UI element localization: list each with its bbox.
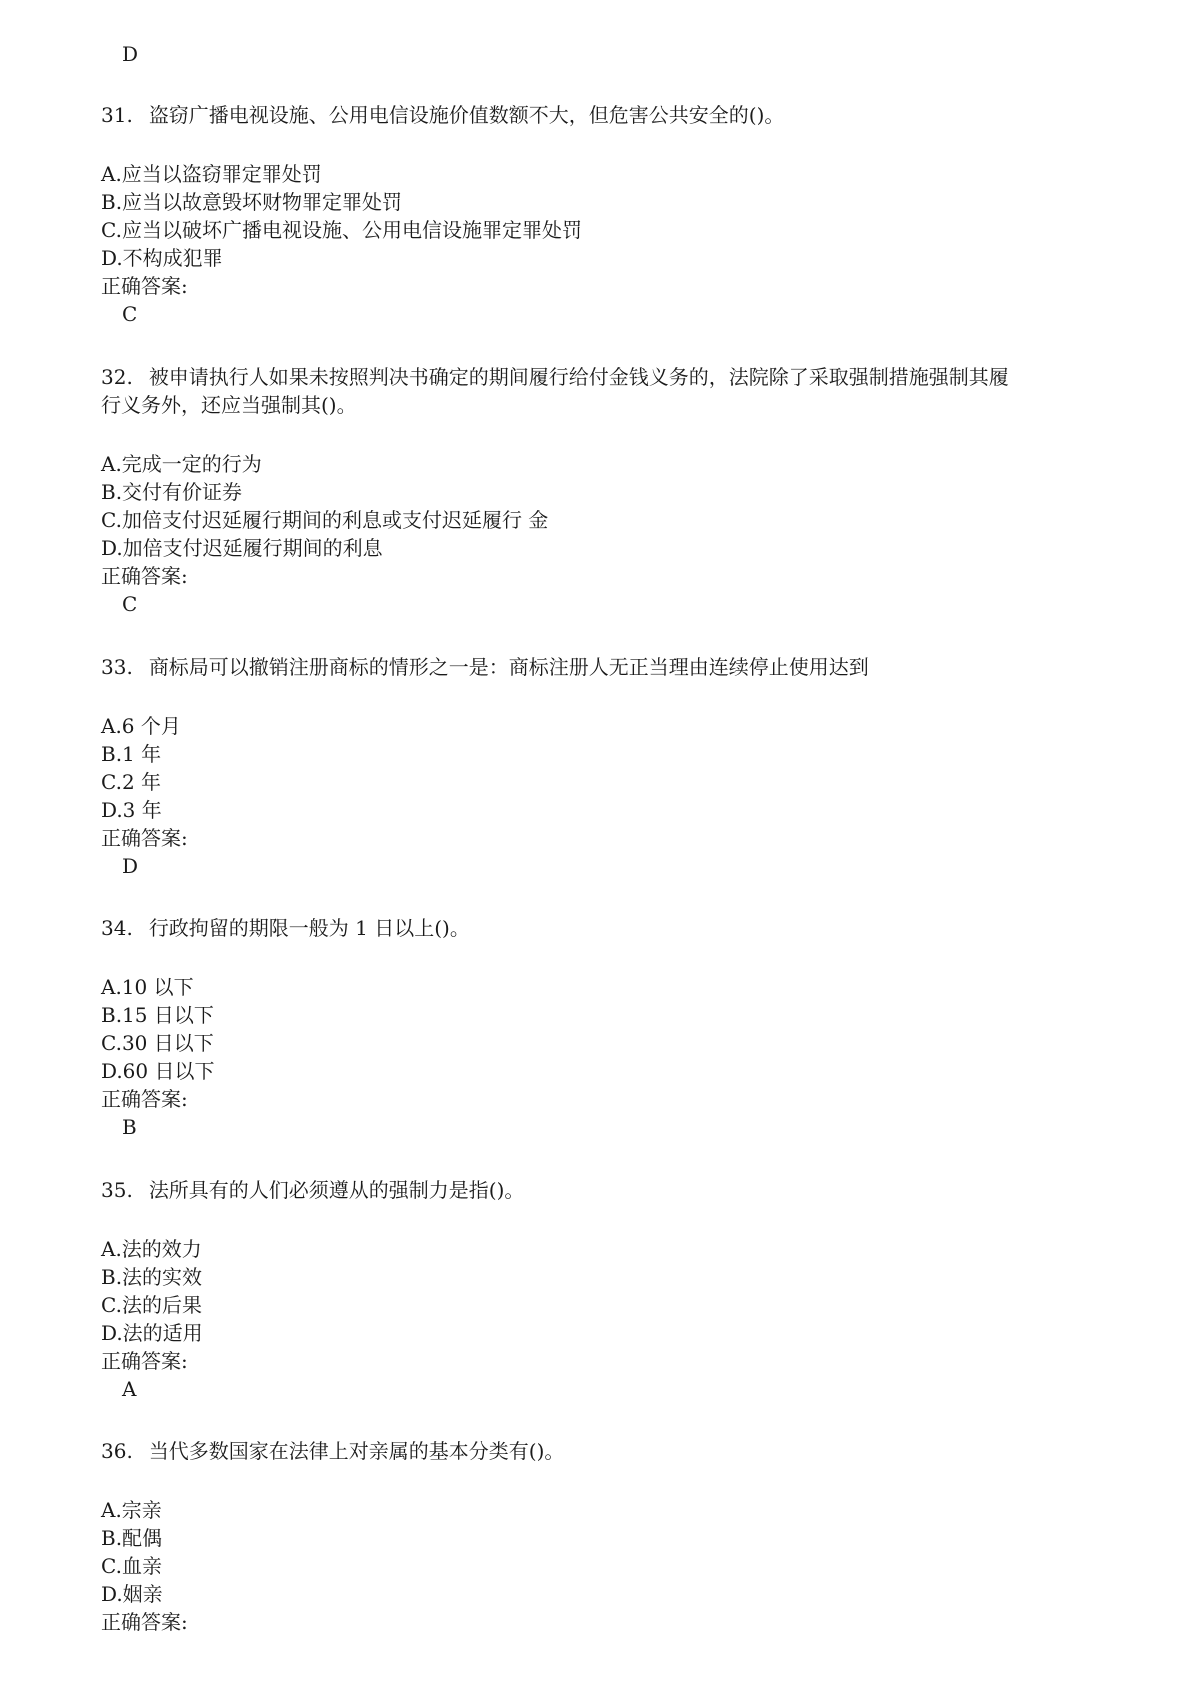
question-number: 33. (101, 655, 133, 679)
question-32-stem (101, 363, 1009, 391)
option-c: C.30 日以下 (101, 1031, 214, 1055)
option-b: B.15 日以下 (101, 1003, 214, 1027)
option-b: B.1 年 (101, 742, 162, 766)
answer-label: 正确答案: (101, 1610, 188, 1634)
option-b: B.法的实效 (101, 1265, 203, 1289)
option-c: C.加倍支付迟延履行期间的利息或支付迟延履行 金 (101, 508, 549, 532)
answer-value: B (122, 1115, 137, 1139)
option-d: D.姻亲 (101, 1582, 163, 1606)
question-number: 35. (101, 1178, 133, 1202)
question-number: 31. (101, 103, 133, 127)
option-a: A.宗亲 (101, 1498, 162, 1522)
question-number: 34. (101, 916, 133, 940)
question-text: 被申请执行人如果未按照判决书确定的期间履行给付金钱义务的，法院除了采取强制措施强制其履 (148, 365, 1009, 389)
option-a: A.6 个月 (101, 714, 181, 738)
answer-value: D (122, 854, 139, 878)
question-number: 36. (101, 1439, 133, 1463)
previous-answer: D (122, 42, 139, 66)
question-text: 行政拘留的期限一般为 1 日以上()。 (148, 916, 470, 940)
question-31-stem (101, 101, 784, 129)
answer-value: A (122, 1377, 137, 1401)
option-c: C.2 年 (101, 770, 162, 794)
answer-label: 正确答案: (101, 1349, 188, 1373)
question-number: 32. (101, 365, 133, 389)
question-text: 盗窃广播电视设施、公用电信设施价值数额不大，但危害公共安全的()。 (148, 103, 785, 127)
question-33-stem (101, 653, 869, 681)
option-a: A.完成一定的行为 (101, 452, 262, 476)
answer-label: 正确答案: (101, 274, 188, 298)
option-b: B.交付有价证券 (101, 480, 243, 504)
question-text: 当代多数国家在法律上对亲属的基本分类有()。 (148, 1439, 565, 1463)
answer-label: 正确答案: (101, 1087, 188, 1111)
question-36-stem (101, 1437, 564, 1465)
option-b: B.配偶 (101, 1526, 163, 1550)
option-b: B.应当以故意毁坏财物罪定罪处罚 (101, 190, 403, 214)
option-c: C.应当以破坏广播电视设施、公用电信设施罪定罪处罚 (101, 218, 582, 242)
question-text: 商标局可以撤销注册商标的情形之一是：商标注册人无正当理由连续停止使用达到 (148, 655, 869, 679)
answer-value: C (122, 592, 138, 616)
answer-label: 正确答案: (101, 564, 188, 588)
option-a: A.法的效力 (101, 1237, 202, 1261)
option-c: C.法的后果 (101, 1293, 202, 1317)
question-text-continued: 行义务外，还应当强制其()。 (101, 393, 357, 417)
option-a: A.10 以下 (101, 975, 194, 999)
option-d: D.60 日以下 (101, 1059, 215, 1083)
question-35-stem (101, 1176, 524, 1204)
option-d: D.3 年 (101, 798, 162, 822)
option-d: D.不构成犯罪 (101, 246, 223, 270)
option-c: C.血亲 (101, 1554, 162, 1578)
answer-label: 正确答案: (101, 826, 188, 850)
answer-value: C (122, 302, 138, 326)
question-text: 法所具有的人们必须遵从的强制力是指()。 (148, 1178, 525, 1202)
question-34-stem (101, 914, 470, 942)
option-a: A.应当以盗窃罪定罪处罚 (101, 162, 322, 186)
option-d: D.加倍支付迟延履行期间的利息 (101, 536, 383, 560)
option-d: D.法的适用 (101, 1321, 203, 1345)
